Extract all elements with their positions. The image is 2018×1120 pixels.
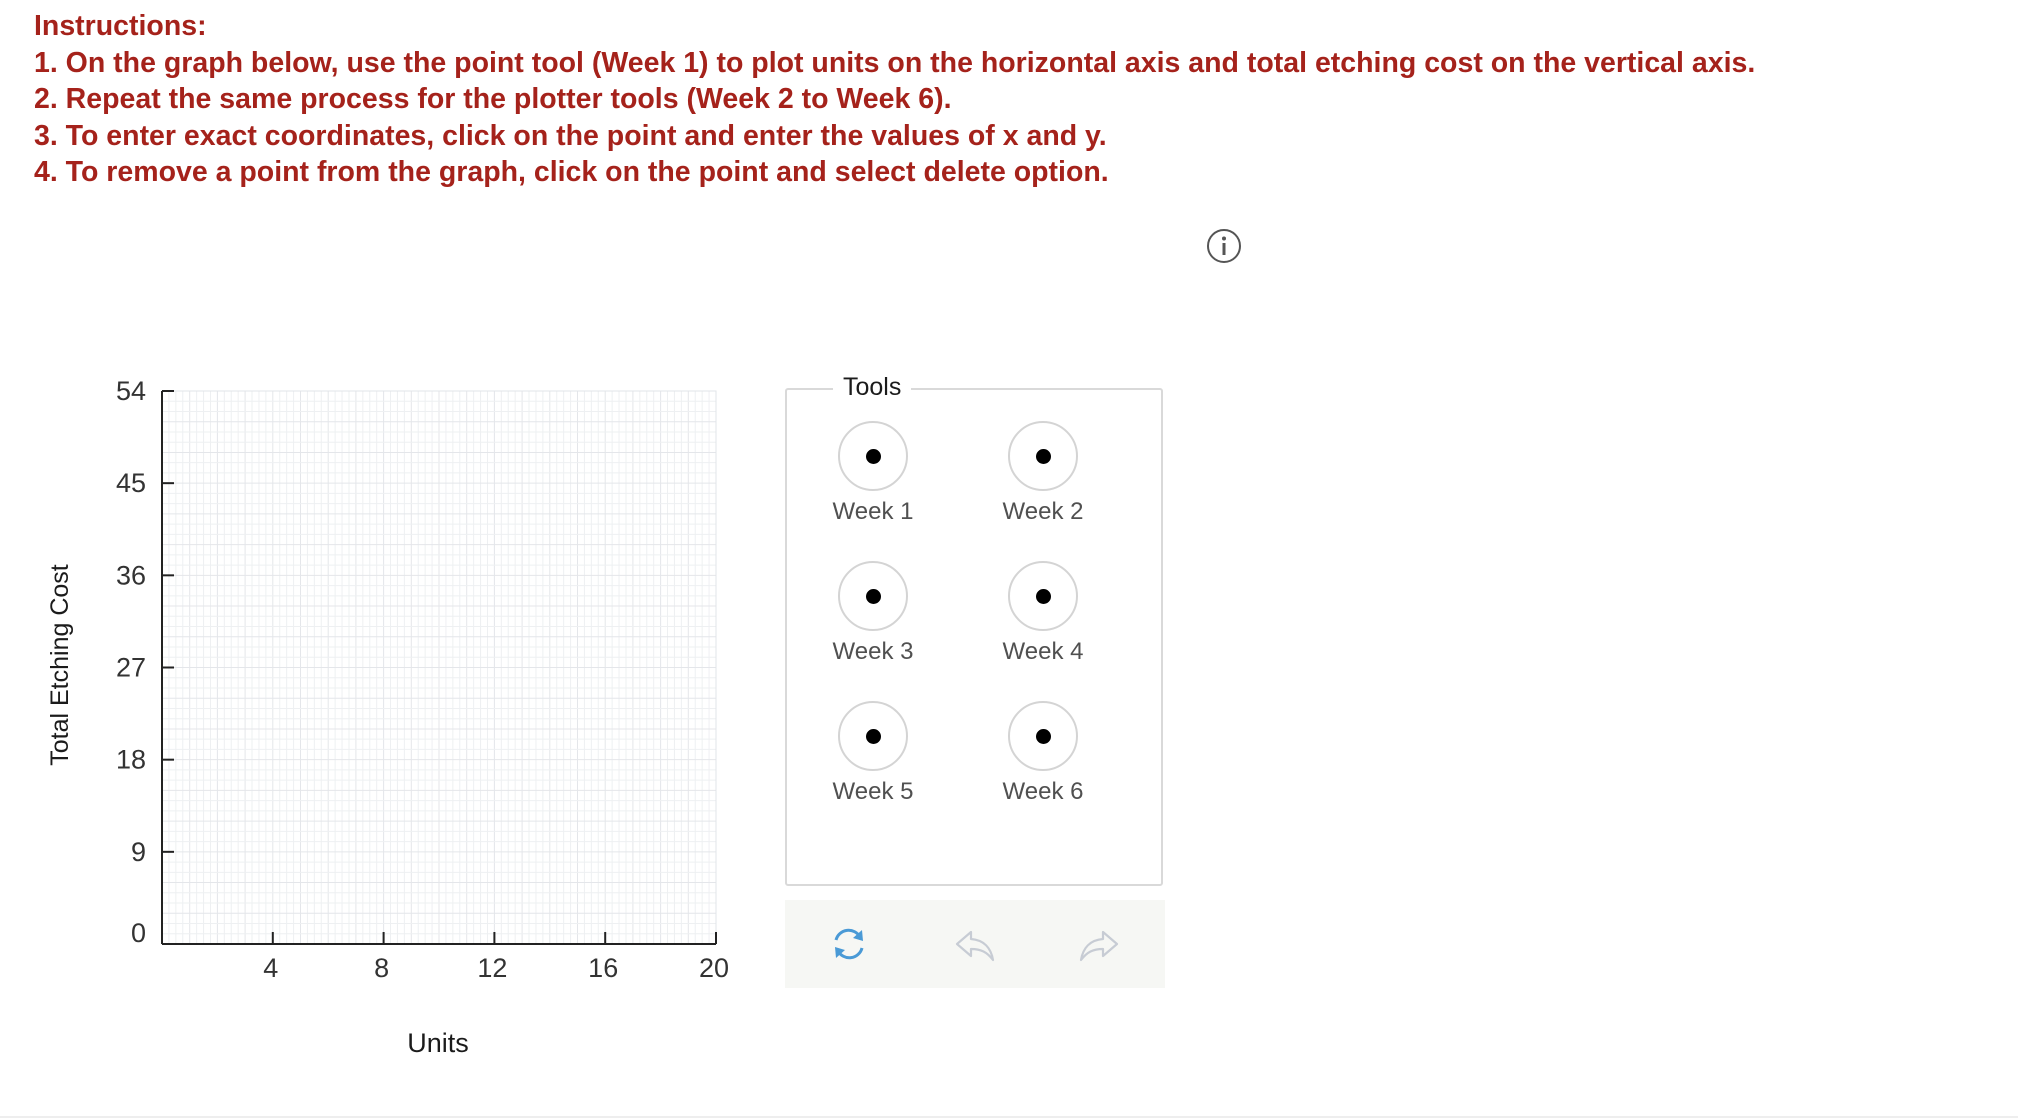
y-tick-label: 9 [130,836,146,867]
graph-grid [162,391,716,944]
point-icon [1036,729,1051,744]
instruction-step-1: 1. On the graph below, use the point tool (Week 1) to plot units on the horizontal axis and total etching cost on the vertical axis. [34,46,1756,79]
refresh-icon[interactable] [827,922,871,966]
instruction-step-4: 4. To remove a point from the graph, click on the point and select delete option. [34,156,1109,188]
graph-action-bar [785,900,1165,988]
y-tick-label: 45 [115,468,146,499]
x-tick-label: 20 [698,953,730,983]
week-1-label: Week 1 [832,498,914,525]
redo-icon[interactable] [1077,922,1121,966]
x-tick-label: 4 [263,953,279,983]
x-tick-label: 16 [588,953,619,983]
week-4-label: Week 4 [1002,638,1084,665]
y-axis-label: Total Etching Cost [46,564,74,766]
week-2-label: Week 2 [1002,498,1084,525]
y-tick-label: 18 [115,744,146,775]
y-tick-label: 54 [115,376,146,406]
y-tick-label: 36 [115,560,146,591]
x-tick-label: 8 [374,953,390,983]
y-tick-label: 0 [130,918,146,948]
tools-title: Tools [833,372,911,402]
info-icon[interactable] [1206,228,1242,264]
instruction-step-3: 3. To enter exact coordinates, click on the point and enter the values of x and y. [34,119,1107,152]
point-icon [866,729,881,744]
point-icon [1036,589,1051,604]
point-icon [866,589,881,604]
week-2-point-tool[interactable] [1008,421,1078,491]
point-icon [1036,449,1051,464]
week-3-point-tool[interactable] [838,561,908,631]
x-tick-label: 12 [477,953,508,983]
tools-panel [785,373,1163,886]
instructions-heading: Instructions: [34,10,207,42]
week-5-point-tool[interactable] [838,701,908,771]
week-1-point-tool[interactable] [838,421,908,491]
week-5-label: Week 5 [832,778,914,805]
week-6-label: Week 6 [1002,778,1084,805]
y-tick-label: 27 [115,652,146,683]
page-divider [0,1116,2018,1118]
x-axis-label: Units [407,1028,469,1058]
undo-icon[interactable] [953,922,997,966]
week-6-point-tool[interactable] [1008,701,1078,771]
week-4-point-tool[interactable] [1008,561,1078,631]
instruction-step-2: 2. Repeat the same process for the plotter tools (Week 2 to Week 6). [34,83,952,115]
week-3-label: Week 3 [832,638,914,665]
point-icon [866,449,881,464]
